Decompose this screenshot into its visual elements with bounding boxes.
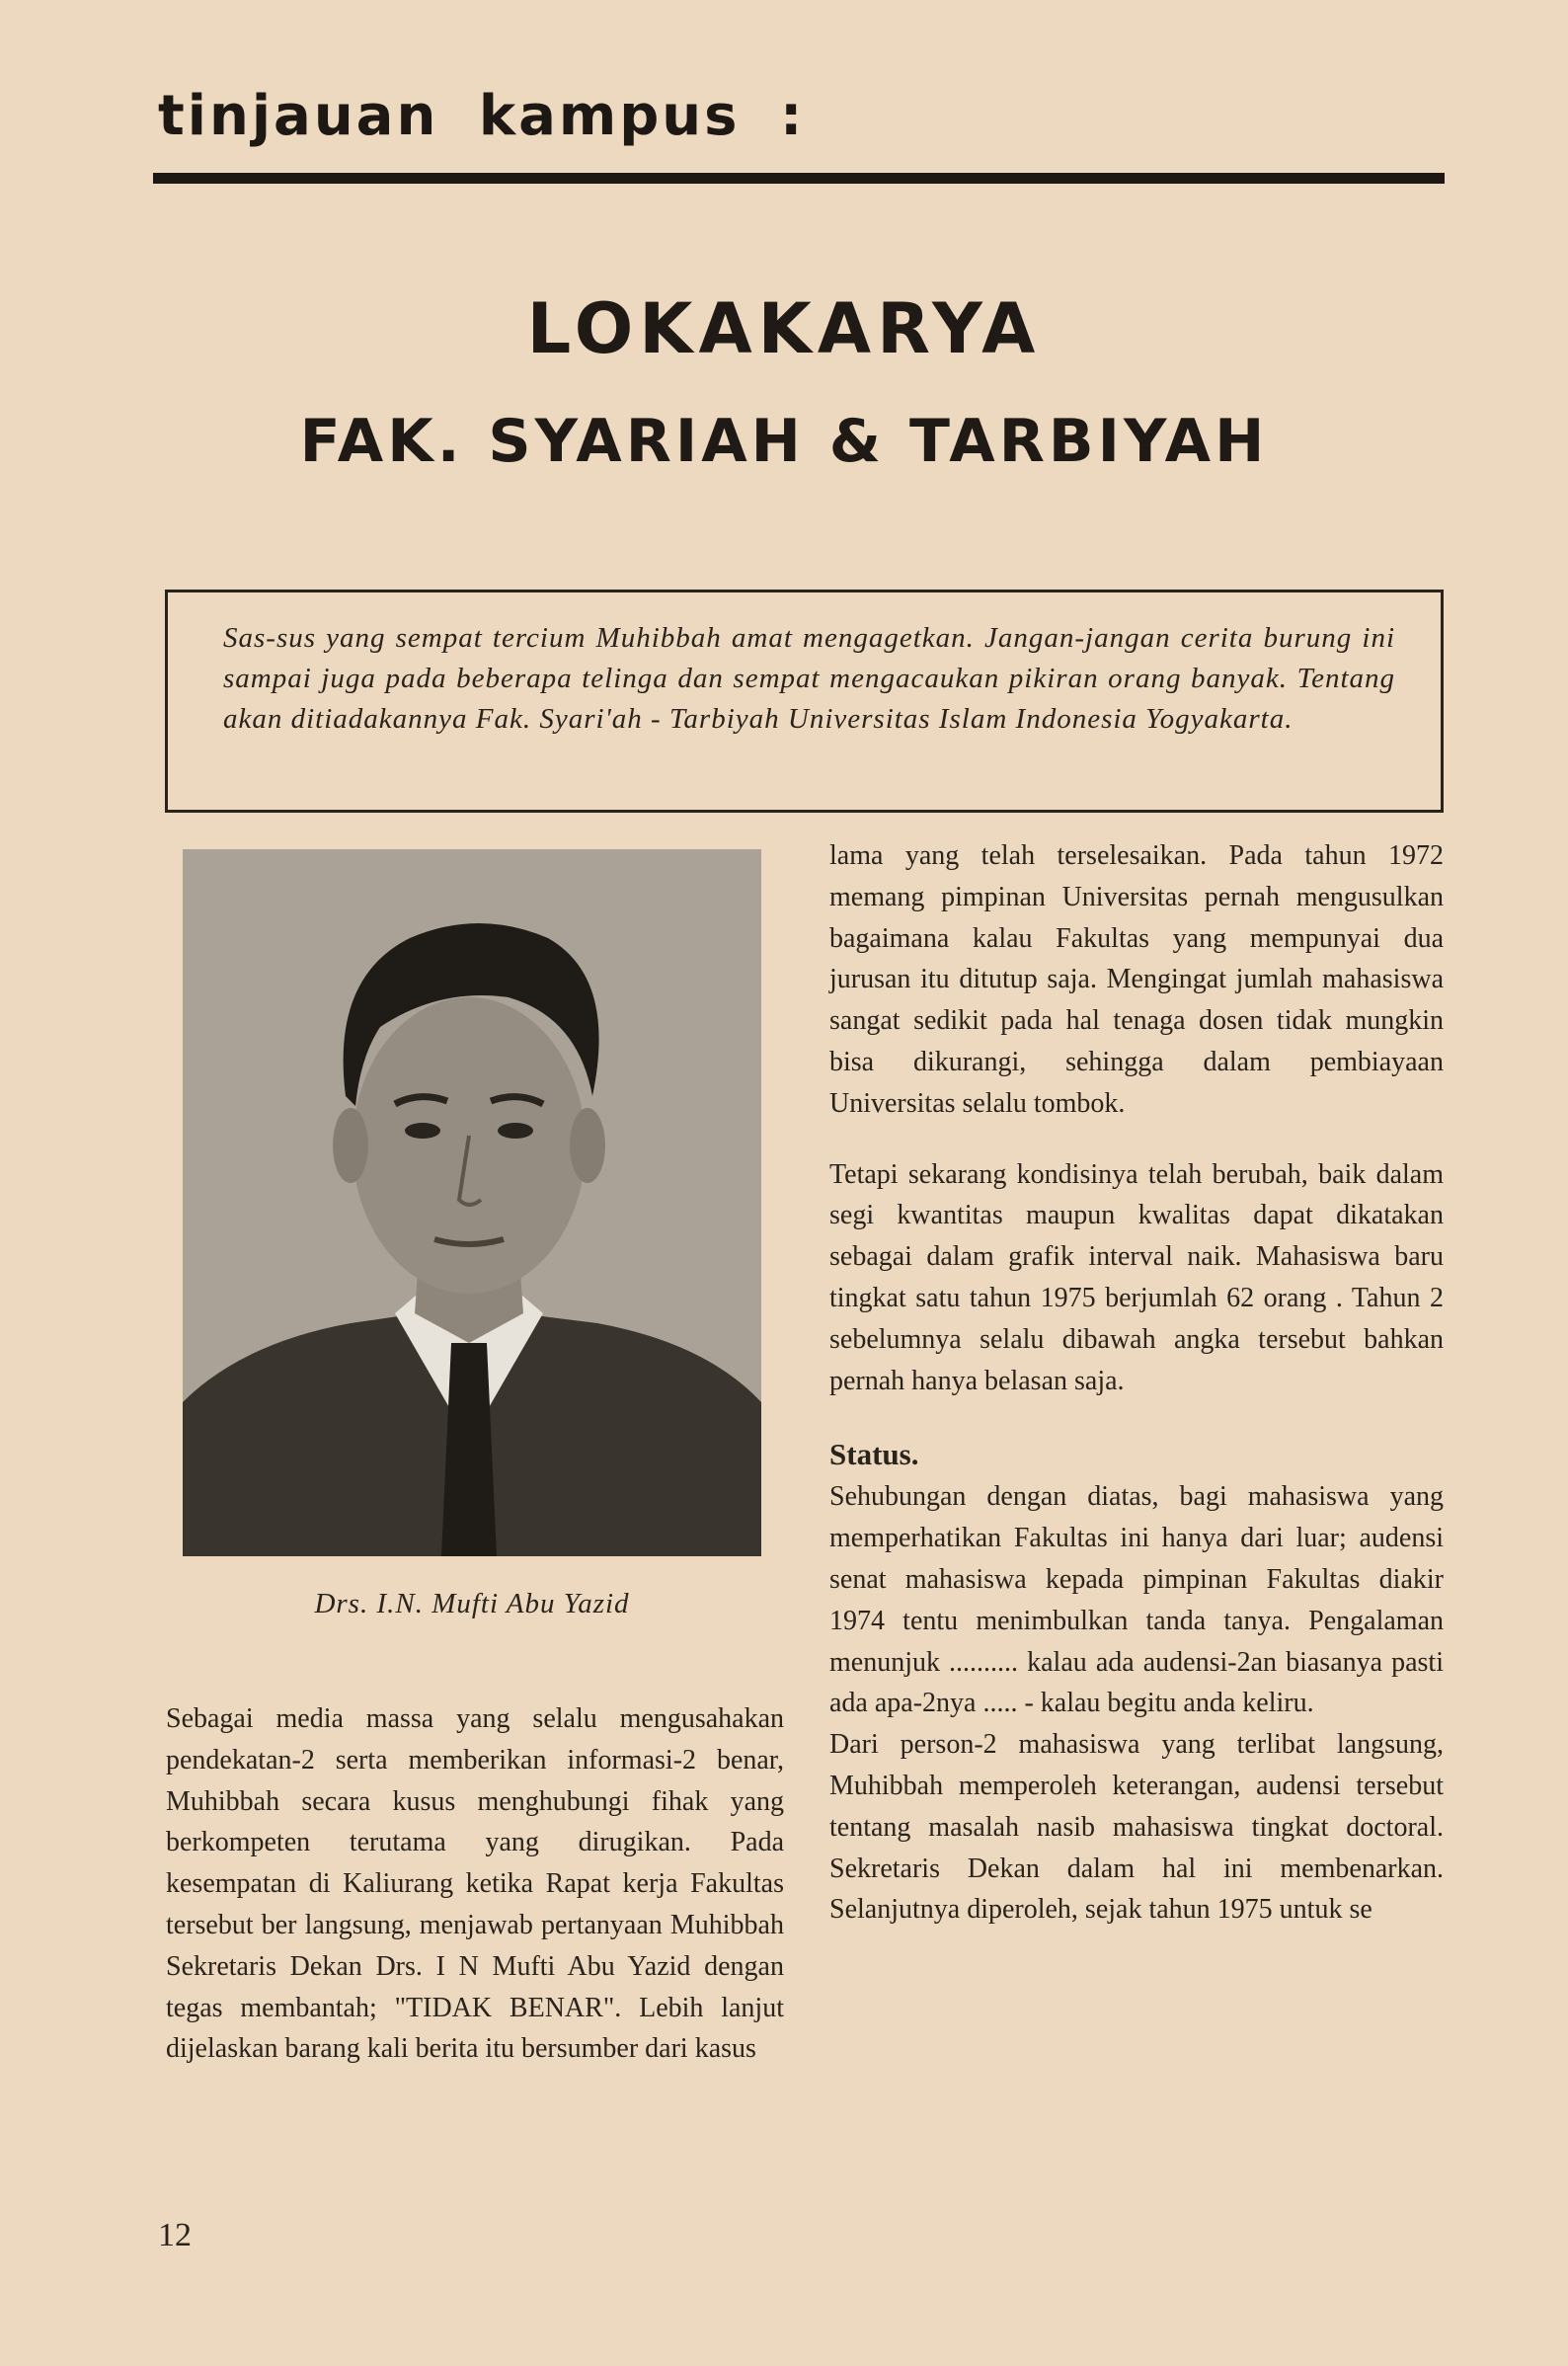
section-label: tinjauan kampus : bbox=[158, 84, 806, 148]
left-column bbox=[166, 1698, 784, 2070]
portrait-illustration bbox=[183, 849, 761, 1556]
lead-box bbox=[165, 590, 1444, 813]
paragraph: Sehubungan dengan diatas, bagi mahasiswa yang memperhatikan Fakultas ini hanya dari luar; audensi senat mahasiswa kepada pimpinan Fakultas diakir 1974 tentu menimbulkan tanda tanya. Pengalaman menunjuk .......... kalau ada audensi-2an biasanya pasti ada apa-2nya ..... - kalau begitu anda keliru. bbox=[829, 1481, 1444, 1719]
lead-text: Sas-sus yang sempat tercium Muhibbah amat mengagetkan. Jangan-jangan cerita burung ini sampai juga pada beberapa telinga dan sempat mengacaukan pikiran orang banyak. Tentang akan ditiadakannya Fak. Syari'ah - Tarbiyah Universitas Islam Indonesia Yogyakarta. bbox=[223, 622, 1395, 735]
section-heading: Status. bbox=[829, 1437, 919, 1472]
paragraph: Tetapi sekarang kondisinya telah berubah, baik dalam segi kwantitas maupun kwalitas dapat dikatakan sebagai dalam grafik interval naik. Mahasiswa baru tingkat satu tahun 1975 berjumlah 62 orang . Tahun 2 sebelumnya selalu dibawah angka tersebut bahkan pernah hanya belasan saja. bbox=[829, 1158, 1444, 1396]
article-subtitle: FAK. SYARIAH & TARBIYAH bbox=[299, 407, 1269, 476]
photo-caption: Drs. I.N. Mufti Abu Yazid bbox=[314, 1588, 630, 1619]
paragraph: Dari person-2 mahasiswa yang terlibat langsung, Muhibbah memperoleh keterangan, audensi tersebut tentang masalah nasib mahasiswa tingkat doctoral. Sekretaris Dekan dalam hal ini membenarkan. Selanjutnya diperoleh, sejak tahun 1975 untuk se bbox=[829, 1729, 1444, 1926]
paragraph: lama yang telah terselesaikan. Pada tahun 1972 memang pimpinan Universitas pernah mengusulkan bagaimana kalau Fakultas yang mempunyai dua jurusan itu ditutup saja. Mengingat jumlah mahasiswa sangat sedikit pada hal tenaga dosen tidak mungkin bisa dikurangi, sehingga dalam pembiayaan Universitas selalu tombok. bbox=[829, 840, 1444, 1119]
header-rule bbox=[153, 173, 1445, 184]
paragraph: Sebagai media massa yang selalu mengusahakan pendekatan-2 serta memberikan informasi-2 benar, Muhibbah secara kusus menghubungi fihak yang berkompeten terutama yang dirugikan. Pada kesempatan di Kaliurang ketika Rapat kerja Fakultas tersebut ber langsung, menjawab pertanyaan Muhibbah Sekretaris Dekan Drs. I N Mufti Abu Yazid dengan tegas membantah; "TIDAK BENAR". Lebih lanjut dijelaskan barang kali berita itu bersumber dari kasus bbox=[166, 1703, 784, 2065]
page-number: 12 bbox=[158, 2217, 192, 2253]
portrait-photo bbox=[183, 849, 761, 1556]
right-column bbox=[829, 835, 1444, 1931]
article-title: LOKAKARYA bbox=[526, 288, 1042, 369]
